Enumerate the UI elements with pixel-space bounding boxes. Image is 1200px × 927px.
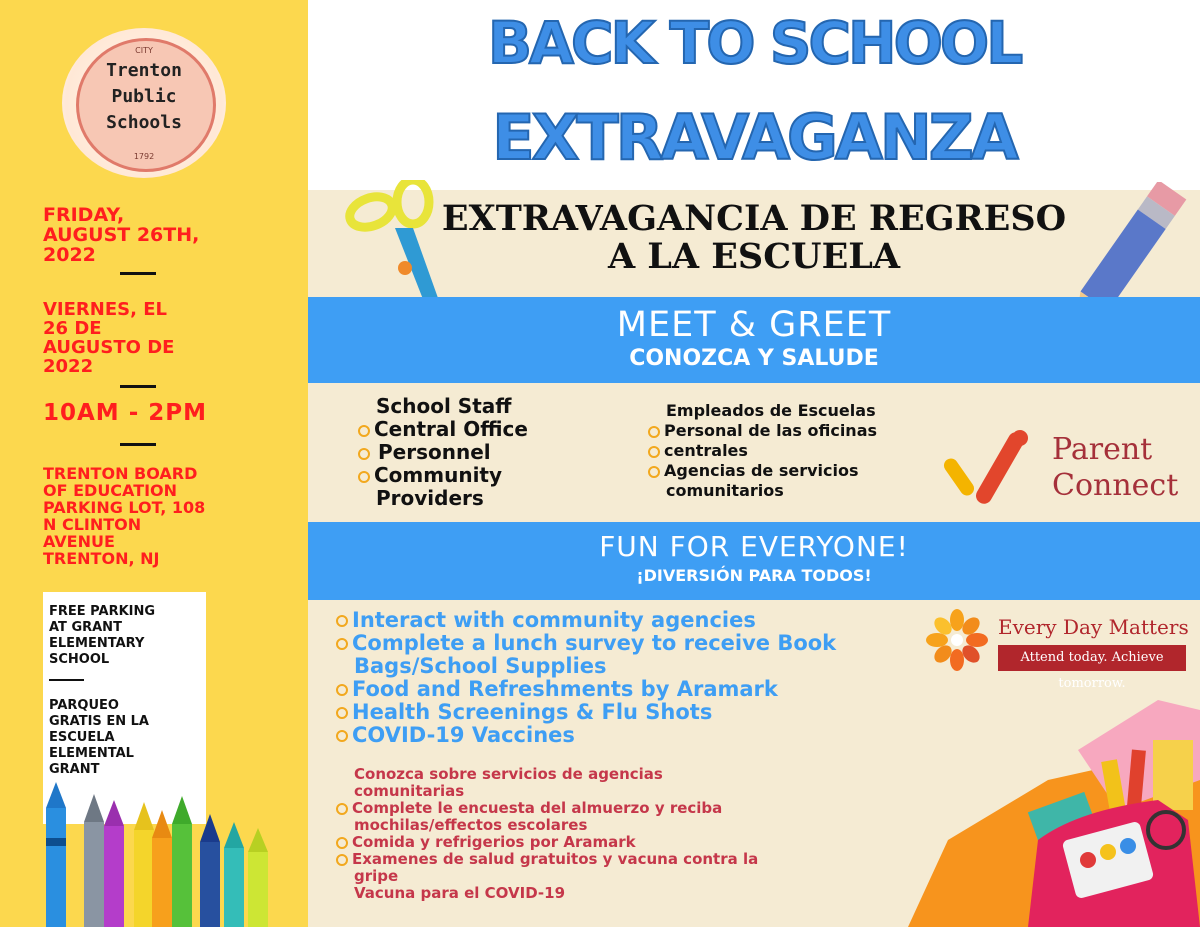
list-item [336, 701, 836, 724]
list-item-text: Interact with community agencies [352, 608, 756, 632]
list-item: Empleados de Escuelas [666, 401, 876, 420]
address-line: PARKING LOT, 108 [43, 498, 206, 517]
list-item-text: Personnel [378, 440, 491, 464]
crayon-orange [152, 810, 172, 927]
list-item: gripe [354, 867, 399, 885]
date-en-line: FRIDAY, [43, 204, 125, 226]
parking-english [49, 604, 199, 668]
seal-year: 1792 [133, 152, 155, 161]
parking-es-line: GRATIS EN LA [49, 714, 149, 729]
list-item-text: Complete a lunch survey to receive Book [352, 631, 837, 655]
checkmark-icon [942, 426, 1038, 506]
crayon-teal [224, 822, 244, 927]
seal-line1: Trenton [106, 60, 182, 81]
address-line: AVENUE [43, 532, 115, 551]
parking-es-line: GRANT [49, 762, 100, 777]
list-item: comunitarios [666, 481, 784, 500]
list-item: comunitarias [354, 782, 465, 800]
every-day-matters-logo [920, 605, 1190, 691]
crayon-purple [104, 800, 124, 927]
subtitle-line1: EXTRAVAGANCIA DE REGRESO [441, 198, 1067, 239]
meet-greet-title: MEET & GREET [616, 305, 892, 345]
parent-connect-logo [942, 420, 1192, 506]
school-seal-logo [62, 28, 226, 178]
parking-es-line: PARQUEO [49, 698, 119, 713]
list-item-text: Personal de las oficinas [664, 421, 878, 440]
seal-line3: Schools [106, 112, 182, 133]
subtitle-line2: A LA ESCUELA [607, 236, 901, 277]
meet-greet-subtitle: CONOZCA Y SALUDE [629, 346, 879, 371]
bullet-icon [336, 638, 348, 650]
bullet-icon [648, 466, 660, 478]
fun-list-spanish [336, 766, 758, 902]
fun-title: FUN FOR EVERYONE! [599, 530, 909, 563]
list-item-text: centrales [664, 441, 748, 460]
list-item: mochilas/effectos escolares [354, 816, 588, 834]
bullet-icon [336, 854, 348, 866]
divider [49, 679, 84, 681]
seal-city: CITY [135, 46, 153, 55]
bullet-icon [336, 803, 348, 815]
seal-text [62, 58, 226, 136]
crayon-lime [248, 828, 268, 927]
crayon-navy [200, 814, 220, 927]
event-time: 10AM - 2PM [43, 400, 208, 426]
bullet-icon [336, 837, 348, 849]
parent-connect-line2: Connect [1052, 468, 1179, 503]
list-item [648, 421, 877, 441]
crayon-gray [84, 794, 104, 927]
list-item: Conozca sobre servicios de agencias [354, 765, 663, 783]
address-line: TRENTON BOARD [43, 464, 198, 483]
bullet-icon [336, 684, 348, 696]
address-line: N CLINTON [43, 515, 142, 534]
divider [120, 385, 156, 388]
list-item [336, 632, 836, 655]
meet-list-spanish [648, 401, 877, 501]
parking-es-line: ELEMENTAL [49, 746, 134, 761]
list-item: Vacuna para el COVID-19 [354, 884, 566, 902]
backpack-illustration [908, 690, 1200, 927]
every-day-matters-title: Every Day Matters [998, 615, 1189, 639]
address-line: TRENTON, NJ [43, 549, 160, 568]
title-line2: EXTRAVAGANZA [492, 101, 1016, 174]
list-item-text: COVID-19 Vaccines [352, 723, 575, 747]
parking-en-line: AT GRANT [49, 620, 122, 635]
sidebar [0, 0, 308, 927]
seal-line2: Public [111, 86, 177, 107]
date-es-line: 2022 [43, 356, 94, 377]
fun-band [308, 522, 1200, 600]
list-item-text: Health Screenings & Flu Shots [352, 700, 713, 724]
bullet-icon [358, 471, 370, 483]
list-item-text: Complete le encuesta del almuerzo y reciba [352, 799, 723, 817]
list-item [358, 441, 528, 464]
bullet-icon [358, 425, 370, 437]
list-item-text: Community [374, 463, 503, 487]
sun-flower-icon [924, 607, 990, 673]
date-es-line: 26 DE [43, 318, 102, 339]
parking-en-line: ELEMENTARY [49, 636, 145, 651]
list-item [336, 851, 758, 868]
list-item [336, 678, 836, 701]
list-item [336, 724, 836, 747]
list-item [336, 609, 836, 632]
event-address [43, 465, 283, 567]
bullet-icon [648, 446, 660, 458]
crayon-yellow [134, 802, 154, 927]
parent-connect-line1: Parent [1052, 432, 1153, 467]
address-line: OF EDUCATION [43, 481, 178, 500]
list-item [336, 834, 758, 851]
event-date-spanish [43, 300, 293, 376]
list-item-text: Central Office [374, 417, 528, 441]
parking-en-line: FREE PARKING [49, 604, 156, 619]
crayon-blue [46, 782, 66, 927]
date-en-line: 2022 [43, 244, 96, 266]
event-date-english [43, 205, 293, 265]
date-es-line: VIERNES, EL [43, 299, 167, 320]
parking-es-line: ESCUELA [49, 730, 115, 745]
bullet-icon [336, 707, 348, 719]
list-item [648, 461, 877, 481]
date-es-line: AUGUSTO DE [43, 337, 175, 358]
meet-list-english [358, 395, 528, 510]
crayons-illustration [40, 778, 285, 927]
list-item [648, 441, 877, 461]
divider [120, 272, 156, 275]
list-item [358, 464, 528, 487]
list-item: Bags/School Supplies [354, 654, 607, 678]
bullet-icon [358, 448, 370, 460]
bullet-icon [336, 615, 348, 627]
main-content [308, 0, 1200, 927]
list-item-text: Comida y refrigerios por Aramark [352, 833, 636, 851]
fun-subtitle: ¡DIVERSIÓN PARA TODOS! [636, 566, 872, 585]
list-item-text: Examenes de salud gratuitos y vacuna contra la [352, 850, 759, 868]
divider [120, 443, 156, 446]
list-item [336, 800, 758, 817]
crayon-green [172, 796, 192, 927]
parking-spanish [49, 698, 199, 778]
bullet-icon [648, 426, 660, 438]
parking-en-line: SCHOOL [49, 652, 110, 667]
date-en-line: AUGUST 26TH, [43, 224, 200, 246]
parent-connect-text [1052, 432, 1178, 504]
fun-list-english [336, 609, 836, 747]
bullet-icon [336, 730, 348, 742]
list-item-text: Food and Refreshments by Aramark [352, 677, 778, 701]
list-item-text: Agencias de servicios [664, 461, 859, 480]
list-item: School Staff [376, 394, 512, 418]
list-item: Providers [376, 486, 484, 510]
title-line1: BACK TO SCHOOL [487, 9, 1021, 77]
every-day-matters-tagline: Attend today. Achieve tomorrow. [998, 645, 1186, 671]
list-item [358, 418, 528, 441]
meet-greet-band [308, 297, 1200, 383]
